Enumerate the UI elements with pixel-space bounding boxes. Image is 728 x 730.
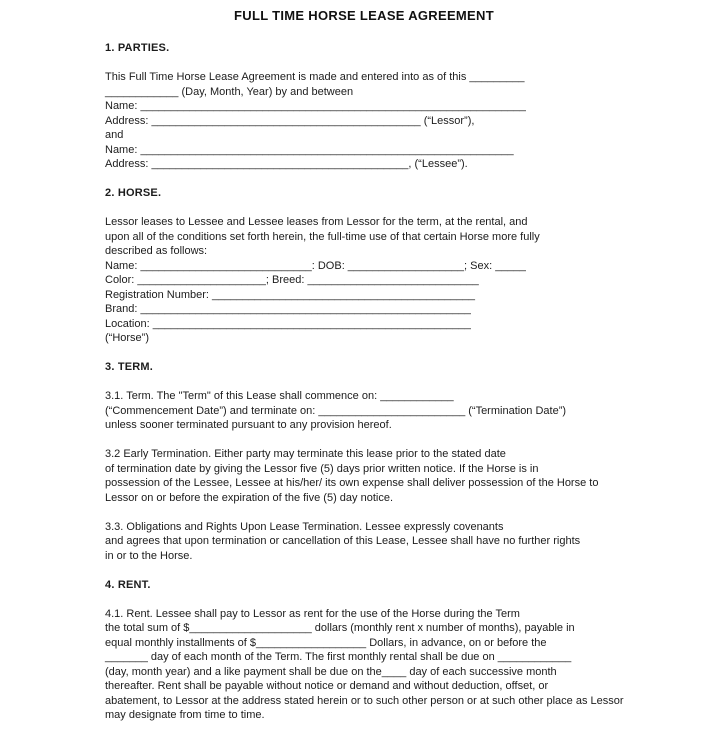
- text-line: may designate from time to time.: [105, 709, 265, 721]
- lessee-address-field-line: Address: __________________________________________, (“Lessee”).: [105, 158, 468, 170]
- text-line: unless sooner terminated pursuant to any provision hereof.: [105, 419, 392, 431]
- text-line: of termination date by giving the Lessor five (5) days prior written notice. If the Horse is in: [105, 462, 539, 475]
- lessor-name-field-line: Name: _______________________________________________________________: [105, 100, 526, 112]
- text-line: Lessor leases to Lessee and Lessee leases from Lessor for the term, at the rental, and: [105, 216, 528, 228]
- section-rent-heading: 4. RENT.: [105, 578, 151, 591]
- section-term: [105, 360, 688, 563]
- section-parties: [105, 41, 688, 172]
- text-line: and agrees that upon termination or cancellation of this Lease, Lessee shall have no further rights: [105, 535, 581, 547]
- horse-registration-field-line: Registration Number: ___________________________________________: [105, 288, 476, 301]
- text-line: abatement, to Lessor at the address stated herein or to such other person or at such other place as Lessor: [105, 694, 624, 707]
- lessor-address-field-line: Address: ____________________________________________ (“Lessor”),: [105, 114, 475, 127]
- horse-name-dob-sex-field-line: Name: ____________________________: DOB: ___________________; Sex: _____: [105, 259, 526, 272]
- section-parties-heading: 1. PARTIES.: [105, 42, 170, 54]
- text-line: thereafter. Rent shall be payable without notice or demand and without deduction, offset, or: [105, 680, 549, 692]
- term-clause-3-1: [105, 389, 688, 433]
- term-clause-3-3: [105, 520, 688, 564]
- successive-month-field-line: (day, month year) and a like payment shall be due on the____ day of each successive month: [105, 665, 557, 678]
- rent-clause-4-1: [105, 607, 688, 723]
- document-title: FULL TIME HORSE LEASE AGREEMENT: [234, 8, 494, 23]
- section-term-heading: 3. TERM.: [105, 361, 154, 373]
- text-line: possession of the Lessee, Lessee at his/her/ its own expense shall deliver possession of the Horse to: [105, 477, 599, 489]
- horse-location-field-line: Location: ____________________________________________________: [105, 317, 471, 330]
- horse-paragraph: [105, 215, 688, 346]
- text-line: in or to the Horse.: [105, 549, 193, 562]
- text-line: Lessor on or before the expiration of the five (5) day notice.: [105, 491, 393, 504]
- section-horse: [105, 186, 688, 346]
- termination-date-field-line: (“Commencement Date”) and terminate on: ________________________ (“Termination Date”): [105, 404, 567, 417]
- parties-paragraph: [105, 70, 688, 172]
- document-body: [105, 41, 688, 723]
- horse-color-breed-field-line: Color: _____________________; Breed: ____________________________: [105, 274, 479, 286]
- text-line: described as follows:: [105, 245, 208, 257]
- text-line: and: [105, 129, 124, 141]
- text-line: 3.3. Obligations and Rights Upon Lease Termination. Lessee expressly covenants: [105, 520, 504, 533]
- commencement-date-field-line: 3.1. Term. The "Term" of this Lease shall commence on: ____________: [105, 390, 454, 402]
- text-line: 4.1. Rent. Lessee shall pay to Lessor as rent for the use of the Horse during the Term: [105, 607, 520, 620]
- date-blank-line: ____________ (Day, Month, Year) by and between: [105, 85, 354, 98]
- lessee-name-field-line: Name: _____________________________________________________________: [105, 143, 514, 156]
- horse-brand-field-line: Brand: ______________________________________________________: [105, 303, 471, 315]
- text-line: 3.2 Early Termination. Either party may terminate this lease prior to the stated date: [105, 448, 506, 460]
- section-horse-heading: 2. HORSE.: [105, 187, 162, 199]
- text-line: (“Horse”): [105, 332, 149, 344]
- text-line: upon all of the conditions set forth herein, the full-time use of that certain Horse more fully: [105, 230, 540, 243]
- section-rent: [105, 578, 688, 723]
- installments-field-line: equal monthly installments of $__________________ Dollars, in advance, on or before the: [105, 636, 547, 649]
- term-clause-3-2: [105, 447, 688, 505]
- due-day-field-line: _______ day of each month of the Term. The first monthly rental shall be due on ____________: [105, 651, 572, 663]
- total-sum-field-line: the total sum of $____________________ dollars (monthly rent x number of months), payable in: [105, 622, 575, 634]
- text-line: This Full Time Horse Lease Agreement is made and entered into as of this _________: [105, 71, 525, 83]
